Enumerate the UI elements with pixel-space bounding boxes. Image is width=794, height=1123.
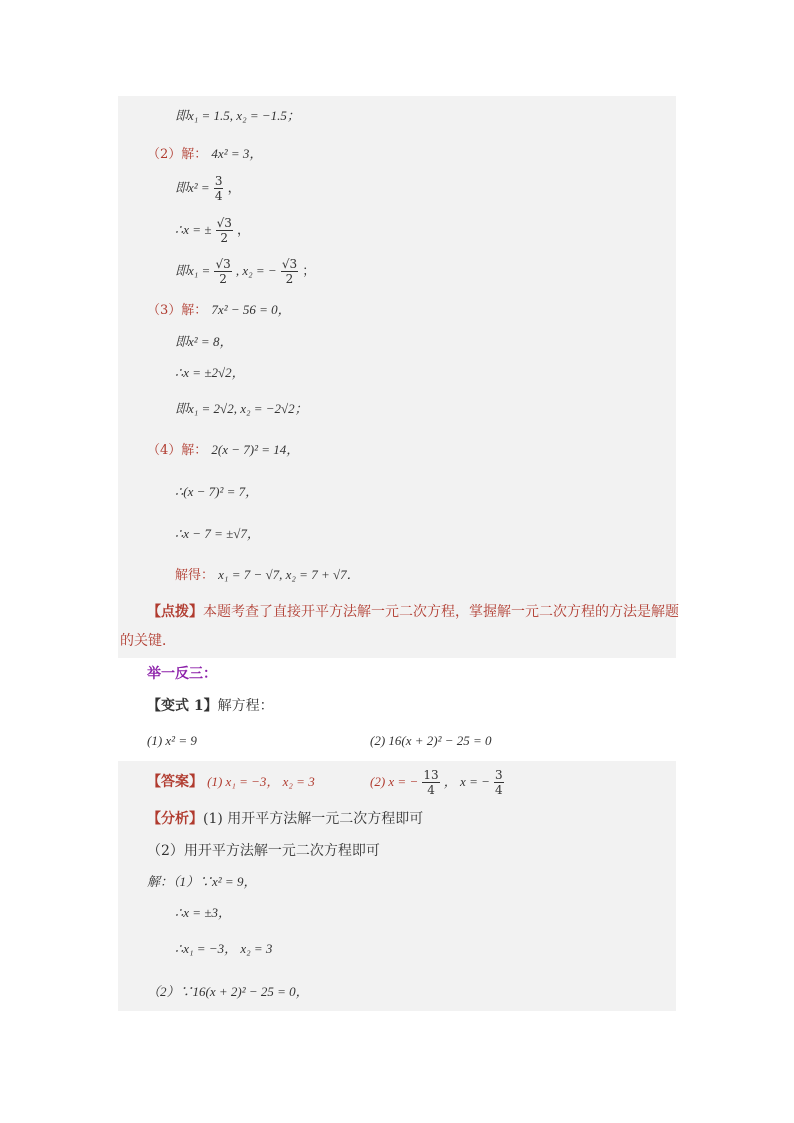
solution-head: 解：（1）∵x² = 9，: [147, 874, 257, 889]
analysis-text-2: （2）用开平方法解一元二次方程即可: [147, 843, 380, 859]
part4-equation: 2(x − 7)² = 14，: [211, 442, 300, 457]
part3-head-line: [147, 301, 291, 320]
frac-num: 3: [495, 768, 503, 782]
answer-2-prefix: (2) x = −: [370, 774, 419, 789]
part3-label: （3）解：: [147, 303, 208, 318]
frac-den: 2: [219, 272, 227, 286]
part3-step3: 即x₁ = 2√2, x₂ = −2√2；: [175, 401, 308, 416]
tip-line2: [120, 632, 176, 650]
question-1: [147, 732, 197, 751]
practice-heading-line: [147, 665, 217, 683]
frac-den: 4: [214, 189, 223, 203]
variant-label: 【变式 1】: [147, 698, 218, 714]
solution-step1: [175, 904, 231, 923]
fraction: [214, 174, 224, 203]
frac-den: 4: [427, 783, 435, 797]
part4-label: （4）解：: [147, 443, 208, 458]
part4-step2: ∴x − 7 = ±√7，: [175, 526, 260, 541]
solution-step2: [175, 940, 272, 959]
question-2: [370, 732, 492, 751]
part3-step1: 即x² = 8，: [175, 334, 233, 349]
punct: ，: [237, 223, 251, 238]
variant-line: [147, 697, 274, 715]
part2-l3-mid: , x₂ = −: [235, 263, 277, 278]
question-1-text: (1) x² = 9: [147, 733, 197, 748]
fraction: [422, 768, 439, 797]
part2-equation: 4x² = 3，: [211, 146, 263, 161]
part2-l1-prefix: 即x² =: [175, 180, 210, 195]
frac-num: 3: [214, 174, 223, 188]
solution-step1-text: ∴x = ±3，: [175, 905, 231, 920]
part4-result: x₁ = 7 − √7, x₂ = 7 + √7．: [218, 567, 360, 582]
solution-step3: [147, 983, 309, 1002]
part2-line1: [175, 174, 241, 203]
part3-line3: [175, 400, 308, 419]
part4-line1: [175, 483, 258, 502]
answer-label: 【答案】: [147, 774, 203, 790]
solution-step2-text: ∴x₁ = −3， x₂ = 3: [175, 941, 273, 956]
part2-line3: [175, 257, 315, 286]
punct: ，: [227, 181, 241, 196]
part4-step1: ∴(x − 7)² = 7，: [175, 484, 259, 499]
answer-1: (1) x₁ = −3， x₂ = 3: [207, 774, 315, 789]
tip-text: 本题考查了直接开平方法解一元二次方程，掌握解一元二次方程的方法是解题: [203, 604, 679, 620]
part2-l3-prefix: 即x₁ =: [175, 263, 211, 278]
fraction: [216, 216, 233, 245]
tip-text-cont: 的关键．: [120, 633, 176, 649]
part1-result: 即x₁ = 1.5, x₂ = −1.5；: [175, 108, 300, 123]
part4-line2: [175, 525, 260, 544]
question-2-text: (2) 16(x + 2)² − 25 = 0: [370, 733, 492, 748]
frac-num: √3: [215, 257, 231, 271]
analysis-text-1: (1) 用开平方法解一元二次方程即可: [203, 811, 424, 827]
frac-den: 2: [220, 231, 229, 245]
part1-line: [175, 107, 300, 126]
practice-heading: 举一反三：: [147, 666, 217, 682]
part2-head-line: [147, 145, 262, 164]
fraction: [281, 257, 298, 286]
tip-line1: [147, 603, 679, 621]
frac-den: 2: [285, 272, 294, 286]
answer-2-mid: ， x = −: [443, 774, 490, 789]
part3-line2: [175, 364, 245, 383]
variant-text: 解方程：: [217, 698, 274, 714]
answer-line: [147, 773, 315, 792]
analysis-line2: [147, 842, 380, 860]
punct: ；: [302, 264, 316, 279]
part4-head-line: [147, 441, 299, 460]
frac-num: √3: [216, 216, 232, 230]
analysis-label: 【分析】: [147, 811, 203, 827]
solution-step3-text: （2）∵16(x + 2)² − 25 = 0，: [147, 984, 309, 999]
answer-line-2: [370, 768, 504, 797]
analysis-line1: [147, 810, 423, 828]
part3-step2: ∴x = ±2√2，: [175, 365, 245, 380]
fraction: [494, 768, 504, 797]
frac-den: 4: [495, 783, 503, 797]
part2-l2-prefix: ∴x = ±: [175, 222, 212, 237]
tip-label: 【点拨】: [147, 604, 203, 620]
solution-head-line: [147, 873, 256, 892]
part2-label: （2）解：: [147, 147, 208, 162]
frac-num: √3: [281, 257, 298, 271]
part4-line3: [175, 566, 360, 585]
part2-line2: [175, 216, 250, 245]
part3-equation: 7x² − 56 = 0，: [211, 302, 291, 317]
fraction: [214, 257, 231, 286]
part3-line1: [175, 333, 232, 352]
part4-result-label: 解得：: [175, 568, 215, 583]
frac-num: 13: [423, 768, 439, 782]
